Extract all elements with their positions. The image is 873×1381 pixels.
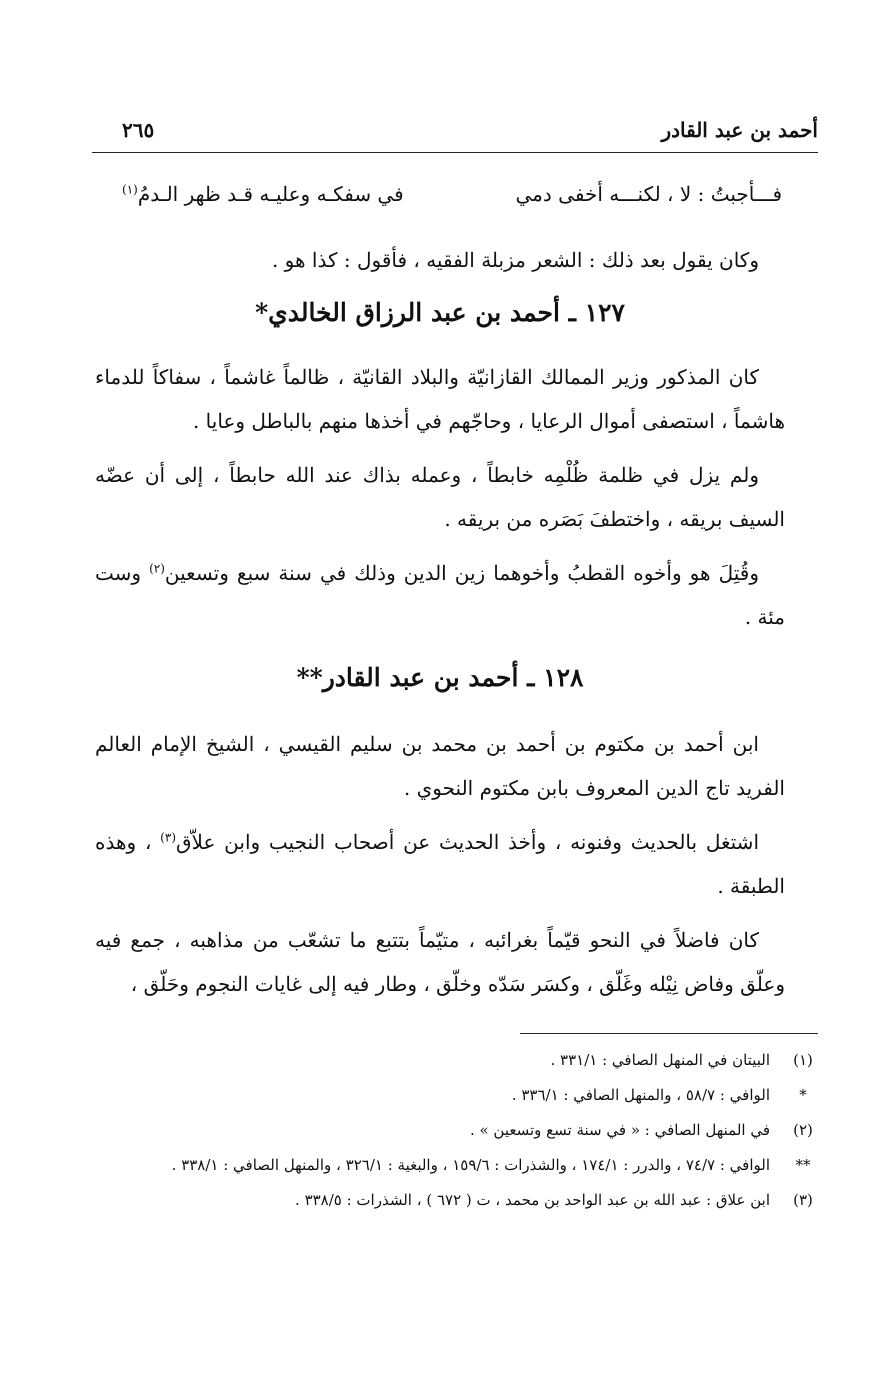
footnote-1: [95, 1043, 818, 1078]
entry-127-paragraph-1: كان المذكور وزير الممالك القازانيّة والبلاد القانيّة ، ظالماً غاشماً ، سفاكاً للدماء هاشماً ، استصفى أموال الرعايا ، وحاجّهم في أخذها منهم بالباطل وعايا .: [95, 365, 785, 433]
intro-paragraph: وكان يقول بعد ذلك : الشعر مزبلة الفقيه ، فأقول : كذا هو .: [271, 248, 759, 272]
footnote-divider: [520, 1033, 818, 1034]
verse-second-hemistich: [122, 182, 404, 206]
footnote-text: ابن علاق : عبد الله بن عبد الواحد بن محمد ، ت ( ٦٧٢ ) ، الشذرات : ٣٣٨/٥ .: [295, 1191, 770, 1209]
entry-127-title: ١٢٧ ـ أحمد بن عبد الرزاق الخالدي*: [255, 298, 625, 327]
poem-verse: [92, 182, 782, 222]
footnote-ref-3: (٣): [160, 830, 176, 845]
running-title: أحمد بن عبد القادر: [661, 118, 818, 142]
entry-127-paragraph-2: ولم يزل في ظلمة ظُلْمِه خابطاً ، وعمله بذاك عند الله حابطاً ، إلى أن عضّه السيف بريقه ، واختطفَ بَصَره من بريقه .: [95, 463, 785, 531]
intro-paragraph-block: [95, 238, 785, 282]
footnotes: [95, 1043, 818, 1218]
page-number: ٢٦٥: [122, 118, 155, 142]
footnote-text: الوافي : ٧٤/٧ ، والدرر : ١٧٤/١ ، والشذرات : ١٥٩/٦ ، والبغية : ٣٢٦/١ ، والمنهل الصافي : ٣٣٨/١ .: [171, 1156, 770, 1174]
footnote-marker: **: [795, 1156, 811, 1174]
verse-second-hemistich-text: في سفكـه وعليـه قـد ظهر الـدمُ: [137, 182, 404, 206]
entry-128-title: ١٢٨ ـ أحمد بن عبد القادر**: [296, 663, 584, 692]
footnote-marker: (١): [793, 1051, 813, 1069]
entry-128-paragraph-1: ابن أحمد بن مكتوم بن أحمد بن محمد بن سليم القيسي ، الشيخ الإمام العالم الفريد تاج الدين المعروف بابن مكتوم النحوي .: [95, 732, 785, 800]
entry-127-paragraph-3: [95, 551, 785, 639]
footnote-marker: *: [799, 1086, 807, 1104]
entry-127-paragraph-3-text-b: وست مئة .: [95, 561, 785, 629]
entry-128-paragraph-3: كان فاضلاً في النحو قيّماً بغرائبه ، متيّماً بتتبع ما تشعّب من مذاهبه ، جمع فيه وعلّق وفاض نِيْله وغَلّق ، وكسَر سَدّه وخلّق ، وطار فيه إلى غايات النجوم وحَلّق ،: [95, 928, 785, 996]
footnote-marker: (٢): [793, 1121, 813, 1139]
footnote-ref-1: (١): [122, 182, 138, 197]
entry-128-paragraph-2-text-b: ، وهذه الطبقة .: [95, 830, 785, 898]
entry-128-body: [95, 722, 785, 1006]
footnote-double-star: [95, 1148, 818, 1183]
footnote-star: [95, 1078, 818, 1113]
entry-128-paragraph-2: [95, 820, 785, 908]
entry-127-paragraph-3-text-a: وقُتِلَ هو وأخوه القطبُ وأخوهما زين الدين وذلك في سنة سبع وتسعين: [164, 561, 759, 585]
footnote-2: [95, 1113, 818, 1148]
footnote-marker: (٣): [793, 1191, 813, 1209]
verse-first-hemistich: فـــأجبتُ : لا ، لكنـــه أخفى دمي: [515, 182, 782, 206]
footnote-ref-2: (٢): [149, 561, 165, 576]
page-header: [92, 112, 818, 153]
entry-127-body: [95, 355, 785, 639]
entry-128-paragraph-2-text-a: اشتغل بالحديث وفنونه ، وأخذ الحديث عن أصحاب النجيب وابن علاّق: [176, 830, 759, 854]
footnote-text: في المنهل الصافي : « في سنة تسع وتسعين » .: [469, 1121, 770, 1139]
footnote-text: البيتان في المنهل الصافي : ٣٣١/١ .: [550, 1051, 770, 1069]
footnote-3: [95, 1183, 818, 1218]
footnote-text: الوافي : ٥٨/٧ ، والمنهل الصافي : ٣٣٦/١ .: [511, 1086, 770, 1104]
